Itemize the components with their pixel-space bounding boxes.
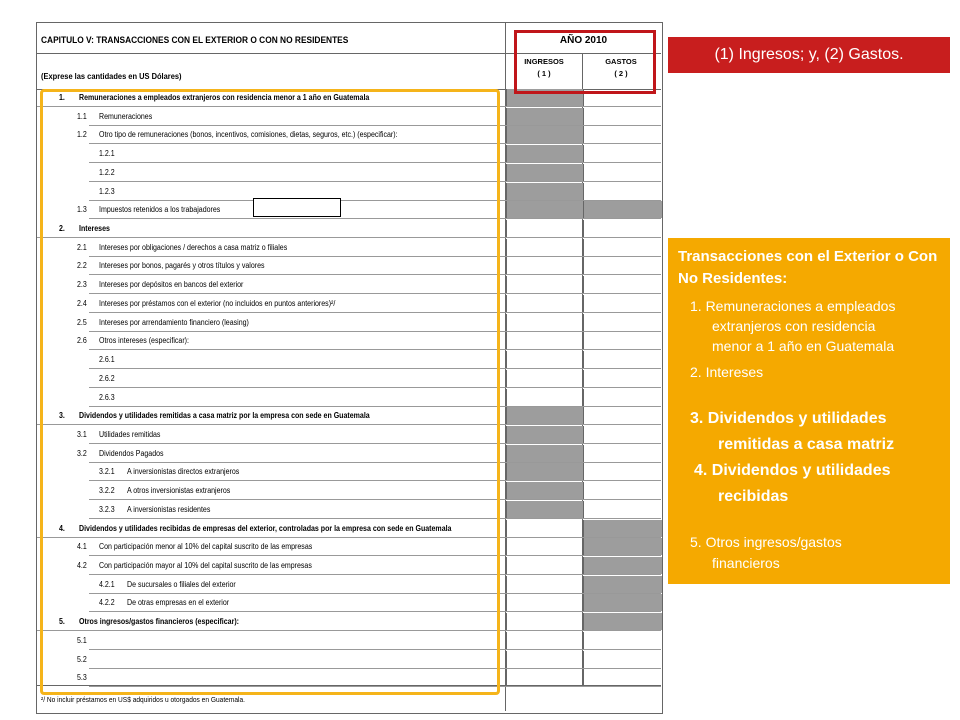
row-number: 2.6.3 — [99, 392, 115, 402]
expense-cell[interactable] — [583, 389, 662, 406]
panel-item-1: 1. Remuneraciones a empleados — [690, 298, 896, 314]
expense-cell[interactable] — [583, 482, 662, 499]
income-cell[interactable] — [506, 239, 583, 256]
expense-cell[interactable] — [583, 183, 662, 200]
row-label: Intereses por préstamos con el exterior (no incluidos en puntos anteriores)²/ — [99, 298, 336, 308]
income-cell[interactable] — [506, 632, 583, 649]
row-label: Remuneraciones — [99, 111, 153, 121]
income-cell[interactable] — [506, 389, 583, 406]
row-number: 4.2 — [77, 561, 87, 570]
row-number: 1. — [59, 93, 65, 102]
panel-title: Transacciones con el Exterior o Con No Residentes: — [678, 248, 938, 287]
expense-cell[interactable] — [583, 370, 662, 387]
income-cell — [506, 164, 583, 181]
row-label: Impuestos retenidos a los trabajadores — [99, 205, 221, 215]
row-number: 4.2.1 — [99, 579, 115, 589]
income-cell — [506, 445, 583, 462]
row-number: 4.1 — [77, 542, 87, 552]
income-cell[interactable] — [506, 576, 583, 593]
row-label: Dividendos y utilidades remitidas a casa matriz por la empresa con sede en Guatemala — [79, 411, 370, 421]
row-number: 3.1 — [77, 429, 87, 439]
row-number: 2. — [59, 224, 65, 234]
highlight-frame-rows — [40, 89, 500, 695]
row-number: 2.6 — [77, 336, 87, 346]
income-cell[interactable] — [506, 276, 583, 293]
income-cell — [506, 126, 583, 143]
income-cell — [506, 201, 583, 218]
row-label: De otras empresas en el exterior — [127, 598, 230, 608]
expense-cell — [583, 576, 662, 593]
row-label: Intereses por depósitos en bancos del exterior — [99, 280, 244, 290]
expense-cell[interactable] — [583, 276, 662, 293]
expense-cell[interactable] — [583, 426, 662, 443]
expense-cell — [583, 557, 662, 574]
income-column-header: INGRESOS ( 1 ) — [524, 57, 564, 78]
expense-cell[interactable] — [583, 108, 662, 125]
income-cell[interactable] — [506, 351, 583, 368]
footnote: ²/ No incluir préstamos en US$ adquiridos u otorgados en Guatemala. — [41, 695, 245, 704]
row-number: 1.2.2 — [99, 167, 115, 177]
row-number: 3.2 — [77, 448, 87, 458]
income-cell[interactable] — [506, 613, 583, 630]
income-cell[interactable] — [506, 594, 583, 611]
year-header: AÑO 2010 — [559, 35, 608, 46]
income-cell — [506, 501, 583, 518]
income-cell[interactable] — [506, 314, 583, 331]
income-cell[interactable] — [506, 520, 583, 537]
row-number: 4. — [59, 523, 65, 533]
panel-item-5: 5. Otros ingresos/gastos — [690, 534, 842, 550]
expense-cell — [583, 520, 662, 537]
panel-item-4-line2: recibidas — [718, 488, 789, 505]
row-label: Otros intereses (especificar): — [99, 336, 189, 346]
expense-cell[interactable] — [583, 501, 662, 518]
row-label: Con participación menor al 10% del capital suscrito de las empresas — [99, 542, 313, 552]
row-number: 1.2.3 — [99, 186, 115, 196]
row-number: 5.3 — [77, 673, 87, 683]
row-label: A inversionistas directos extranjeros — [127, 467, 240, 477]
expense-cell[interactable] — [583, 126, 662, 143]
income-cell[interactable] — [506, 557, 583, 574]
row-label: Otros ingresos/gastos financieros (especificar): — [79, 617, 240, 627]
income-cell[interactable] — [506, 332, 583, 349]
row-label: De sucursales o filiales del exterior — [127, 579, 236, 589]
row-label: Intereses por bonos, pagarés y otros títulos y valores — [99, 261, 265, 271]
expense-cell — [583, 201, 662, 218]
row-label: Dividendos Pagados — [99, 448, 164, 458]
row-label: Remuneraciones a empleados extranjeros con residencia menor a 1 año en Guatemala — [79, 93, 370, 102]
income-cell — [506, 108, 583, 125]
row-number: 1.2 — [77, 130, 87, 140]
row-label: Dividendos y utilidades recibidas de empresas del exterior, controladas por la empresa con sede en Guatemala — [79, 523, 452, 533]
columns-callout: (1) Ingresos; y, (2) Gastos. — [668, 37, 950, 73]
expense-cell[interactable] — [583, 239, 662, 256]
expense-cell[interactable] — [583, 332, 662, 349]
panel-item-1-line3: menor a 1 año en Guatemala — [712, 338, 895, 354]
panel-item-4: 4. Dividendos y utilidades — [694, 462, 891, 479]
expense-cell[interactable] — [583, 632, 662, 649]
expense-cell[interactable] — [583, 407, 662, 424]
income-cell — [506, 407, 583, 424]
expense-cell — [583, 613, 662, 630]
panel-item-3-line2: remitidas a casa matriz — [718, 436, 895, 453]
row-label: Con participación mayor al 10% del capital suscrito de las empresas — [99, 561, 312, 570]
row-number: 3. — [59, 411, 65, 421]
expense-cell[interactable] — [583, 220, 662, 237]
expense-cell[interactable] — [583, 314, 662, 331]
income-cell[interactable] — [506, 295, 583, 312]
row-number: 2.6.2 — [99, 373, 115, 383]
panel-item-2: 2. Intereses — [690, 364, 764, 380]
expense-cell[interactable] — [583, 651, 662, 668]
expense-cell[interactable] — [583, 351, 662, 368]
income-cell[interactable] — [506, 370, 583, 387]
expense-cell[interactable] — [583, 445, 662, 462]
panel-item-3: 3. Dividendos y utilidades — [690, 410, 887, 427]
row-number: 5.2 — [77, 654, 87, 664]
income-cell[interactable] — [506, 651, 583, 668]
income-cell[interactable] — [506, 669, 583, 686]
row-label: Utilidades remitidas — [99, 429, 161, 439]
income-cell — [506, 463, 583, 480]
expense-column-header: GASTOS ( 2 ) — [605, 57, 637, 78]
panel-item-1-line2: extranjeros con residencia — [712, 318, 876, 334]
expense-cell — [583, 594, 662, 611]
income-cell — [506, 482, 583, 499]
row-label: Intereses por obligaciones / derechos a casa matriz o filiales — [99, 242, 288, 252]
panel-item-5-line2: financieros — [712, 555, 780, 571]
form-subtitle: (Exprese las cantidades en US Dólares) — [41, 71, 182, 81]
expense-cell — [583, 538, 662, 555]
income-cell — [506, 183, 583, 200]
highlight-frame-columns — [514, 30, 656, 94]
row-number: 2.5 — [77, 317, 87, 327]
row-number: 1.2.1 — [99, 149, 115, 159]
expense-cell[interactable] — [583, 257, 662, 274]
row-number: 3.2.3 — [99, 504, 115, 514]
row-number: 3.2.2 — [99, 486, 115, 496]
row-number: 4.2.2 — [99, 598, 115, 608]
expense-cell[interactable] — [583, 145, 662, 162]
expense-cell[interactable] — [583, 669, 662, 686]
row-number: 2.1 — [77, 242, 87, 252]
row-number: 2.3 — [77, 280, 87, 290]
expense-cell[interactable] — [583, 295, 662, 312]
row-label: Intereses por arrendamiento financiero (leasing) — [99, 317, 249, 327]
row-label: A otros inversionistas extranjeros — [127, 486, 231, 496]
row-number: 2.2 — [77, 261, 87, 271]
form-title: CAPITULO V: TRANSACCIONES CON EL EXTERIOR O CON NO RESIDENTES — [41, 35, 349, 46]
row-number: 2.6.1 — [99, 355, 115, 365]
income-cell — [506, 145, 583, 162]
row-label: Intereses — [79, 224, 110, 234]
expense-cell[interactable] — [583, 164, 662, 181]
income-cell[interactable] — [506, 220, 583, 237]
income-cell[interactable] — [506, 257, 583, 274]
expense-cell[interactable] — [583, 463, 662, 480]
income-cell[interactable] — [506, 538, 583, 555]
row-number: 5.1 — [77, 635, 87, 645]
sections-panel — [668, 238, 950, 584]
row-number: 3.2.1 — [99, 467, 115, 477]
row-number: 1.3 — [77, 205, 87, 215]
row-label: Otro tipo de remuneraciones (bonos, incentivos, comisiones, dietas, seguros, etc.) (especificar): — [99, 130, 398, 140]
row-number: 2.4 — [77, 298, 87, 308]
row-number: 5. — [59, 617, 65, 627]
row-label: A inversionistas residentes — [127, 504, 211, 514]
income-cell — [506, 426, 583, 443]
row-number: 1.1 — [77, 111, 87, 121]
